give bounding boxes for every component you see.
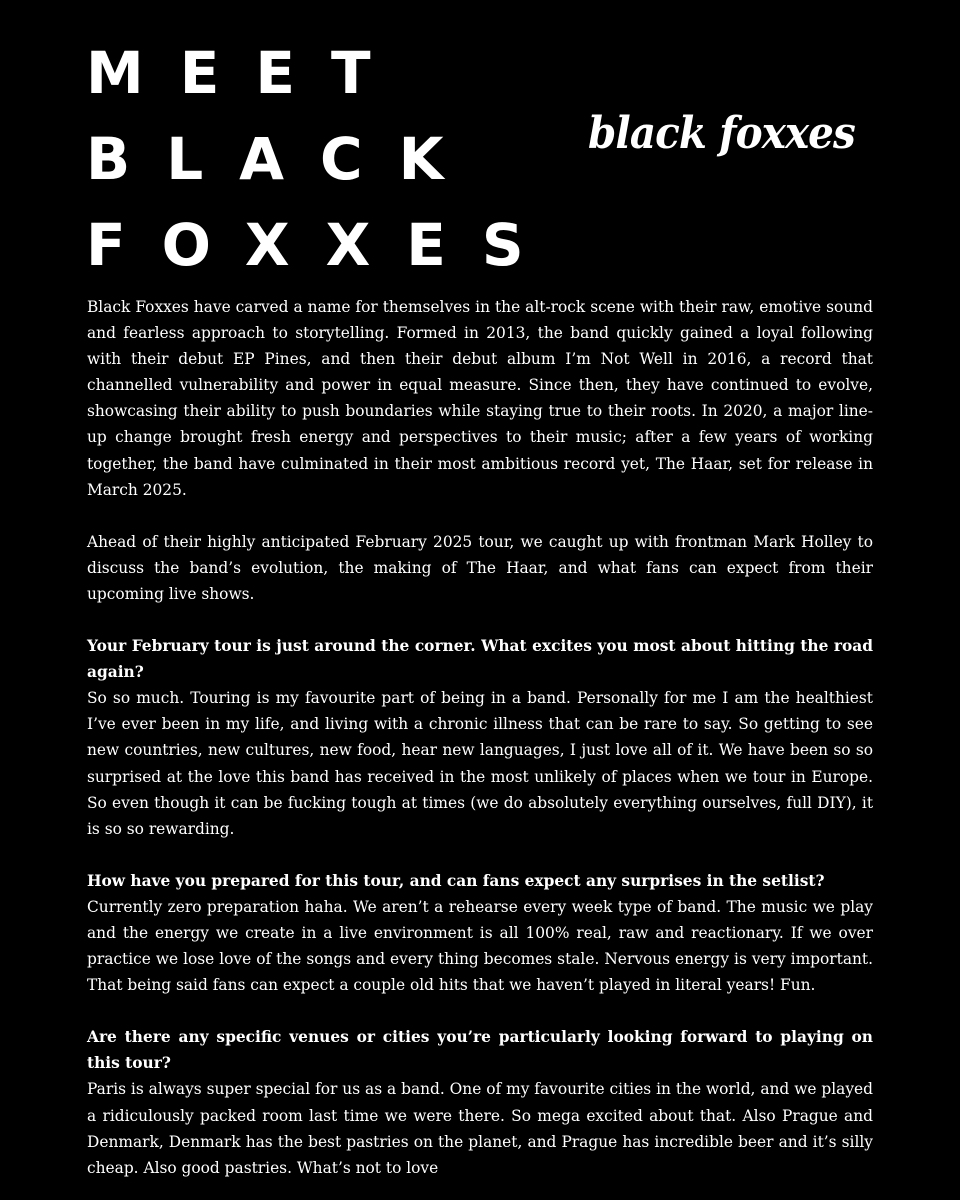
paragraph-spacer xyxy=(87,842,873,868)
paragraph-spacer xyxy=(87,998,873,1024)
interview-answer-1: So so much. Touring is my favourite part of being in a band. Personally for me I am the healthiest I’ve ever been in my life, and living with a chronic illness that can be rare to say. So getting to see new countries, new cultures, new food, hear new languages, I just love all of it. We have been so so surprised at the love this band has received in the most unlikely of places when we tour in Europe. So even though it can be fucking tough at times (we do absolutely everything ourselves, full DIY), it is so so rewarding. xyxy=(87,689,873,838)
interview-question-2: How have you prepared for this tour, and can fans expect any surprises in the setlist? xyxy=(87,871,825,890)
interview-answer-2: Currently zero preparation haha. We aren’t a rehearse every week type of band. The music we play and the energy we create in a live environment is all 100% real, raw and reactionary. If we over practice we lose love of the songs and every thing becomes stale. Nervous energy is very important. That being said fans can expect a couple old hits that we haven’t played in literal years! Fun. xyxy=(87,897,873,995)
headline-line-3: FOXXES xyxy=(86,211,560,279)
headline xyxy=(86,30,560,288)
interview-question-3: Are there any specific venues or cities you’re particularly looking forward to playing on this tour? xyxy=(87,1028,873,1073)
article-body xyxy=(87,294,873,1181)
paragraph-spacer xyxy=(87,503,873,529)
paragraph-spacer xyxy=(87,607,873,633)
headline-line-2: BLACK xyxy=(86,125,480,193)
interview-question-1: Your February tour is just around the corner. What excites you most about hitting the road again? xyxy=(87,637,873,682)
intro-paragraph-1: Black Foxxes have carved a name for themselves in the alt-rock scene with their raw, emotive sound and fearless approach to storytelling. Formed in 2013, the band quickly gained a loyal following with their debut EP Pines, and then their debut album I’m Not Well in 2016, a record that channelled vulnerability and power in equal measure. Since then, they have continued to evolve, showcasing their ability to push boundaries while staying true to their roots. In 2020, a major line-up change brought fresh energy and perspectives to their music; after a few years of working together, the band have culminated in their most ambitious record yet, The Haar, set for release in March 2025. xyxy=(87,298,873,499)
band-logo: black foxxes xyxy=(588,108,855,159)
interview-answer-3: Paris is always super special for us as a band. One of my favourite cities in the world, and we played a ridiculously packed room last time we were there. So mega excited about that. Also Prague and Denmark, Denmark has the best pastries on the planet, and Prague has incredible beer and it’s silly cheap. Also good pastries. What’s not to love xyxy=(87,1080,873,1177)
intro-paragraph-2: Ahead of their highly anticipated February 2025 tour, we caught up with frontman Mark Holley to discuss the band’s evolution, the making of The Haar, and what fans can expect from their upcoming live shows. xyxy=(87,532,873,603)
headline-line-1: MEET xyxy=(86,39,407,107)
